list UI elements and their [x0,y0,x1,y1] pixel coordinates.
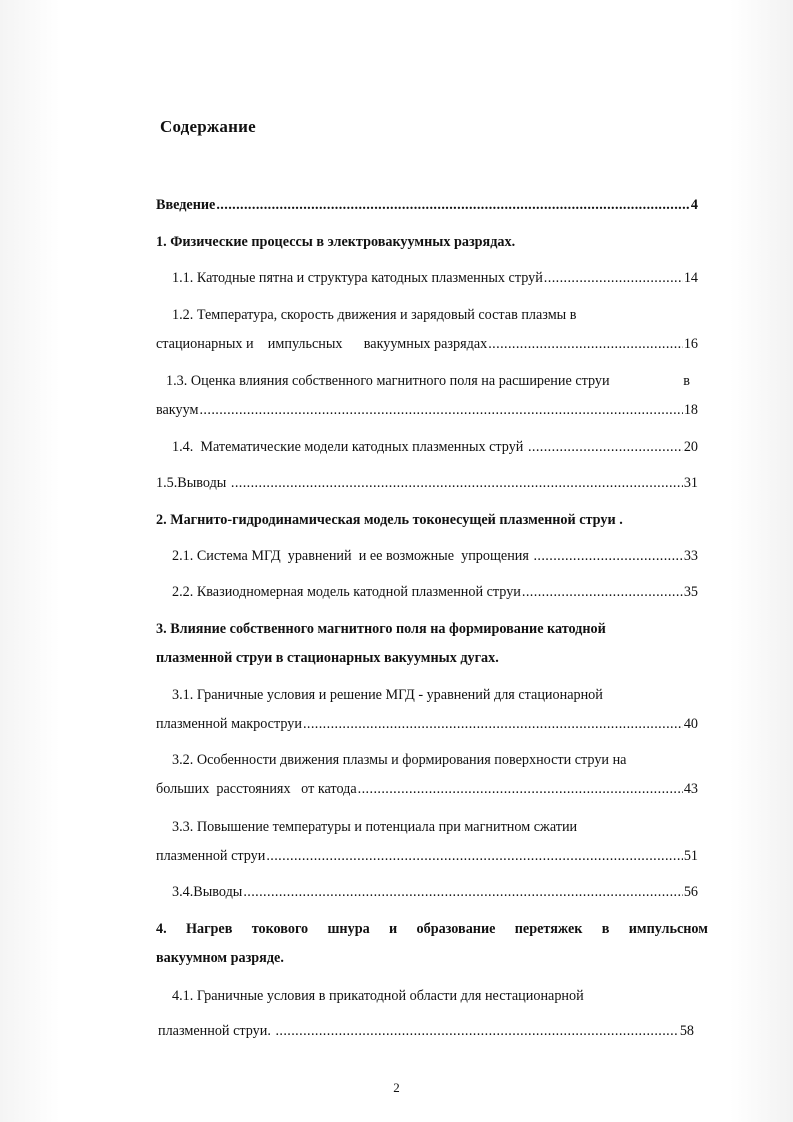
heading-word: токового [251,921,309,937]
toc-entry-3-3-line1: 3.3. Повышение температуры и потенциала при магнитном сжатии [172,819,578,835]
page-ref: 4 [690,197,698,213]
leader-dots [488,335,683,353]
toc-title: Содержание [160,117,256,136]
page-ref: 14 [683,270,698,286]
leader-dots [528,438,683,456]
page-number: 2 [393,1080,400,1095]
page-ref: 20 [683,439,698,455]
leader-dots [522,583,683,601]
toc-entry-2-2[interactable] [172,583,698,601]
page-ref: 16 [683,336,698,352]
page-ref: 56 [683,884,698,900]
toc-entry-1-5[interactable] [156,474,698,492]
page-ref: 51 [683,848,698,864]
leader-dots [533,547,682,565]
leader-dots [199,401,682,419]
chapter-4-heading-line2: вакуумном разряде. [156,950,284,966]
entry-text: 3.4.Выводы [172,884,243,900]
entry-text: плазменной струи. [158,1023,275,1039]
page-ref: 43 [683,781,698,797]
toc-entry-1-3-line1 [166,372,690,390]
entry-text: 1.4. Математические модели катодных плазменных струй [172,439,527,455]
toc-entry-3-2[interactable] [156,780,698,798]
entry-text: вакуум [156,402,199,418]
toc-entry-4-1[interactable] [158,1022,694,1040]
leader-dots [303,715,683,733]
toc-entry-1-2[interactable] [156,335,698,353]
toc-entry-intro[interactable] [156,196,698,214]
toc-entry-3-4[interactable] [172,883,698,901]
heading-word: образование [416,921,496,937]
heading-word: Нагрев [185,921,233,937]
leader-dots [231,474,683,492]
leader-dots [243,883,682,901]
heading-word: 4. [156,921,167,937]
entry-text: больших расстояниях от катода [156,781,357,797]
leader-dots [358,780,683,798]
entry-text: 2.1. Система МГД уравнений и ее возможные упрощения [172,548,533,564]
toc-entry-3-3[interactable] [156,847,698,865]
entry-text: плазменной макроструи [156,716,302,732]
page-ref: 58 [679,1023,694,1039]
entry-text-end: в [683,373,690,389]
page-ref: 35 [683,584,698,600]
toc-entry-3-1[interactable] [156,715,698,733]
leader-dots [275,1022,678,1040]
toc-entry-1-2-line1: 1.2. Температура, скорость движения и зарядовый состав плазмы в [172,307,577,323]
toc-entry-1-1[interactable] [172,269,698,287]
page-ref: 18 [683,402,698,418]
chapter-1-heading: 1. Физические процессы в электровакуумных разрядах. [156,234,516,250]
entry-text: 1.3. Оценка влияния собственного магнитного поля на расширение струи [166,373,610,389]
chapter-2-heading: 2. Магнито-гидродинамическая модель токонесущей плазменной струи . [156,512,623,528]
entry-text: Введение [156,197,216,213]
heading-word: перетяжек [514,921,583,937]
leader-dots [266,847,682,865]
entry-text: стационарных и импульсных вакуумных разрядах [156,336,488,352]
heading-word: в [601,921,610,937]
chapter-3-heading-line1: 3. Влияние собственного магнитного поля на формирование катодной [156,621,606,637]
toc-entry-3-1-line1: 3.1. Граничные условия и решение МГД - уравнений для стационарной [172,687,603,703]
heading-word: и [389,921,398,937]
page-ref: 40 [683,716,698,732]
toc-entry-2-1[interactable] [172,547,698,565]
leader-dots [216,196,690,214]
entry-text: плазменной струи [156,848,266,864]
page-ref: 31 [683,475,698,491]
entry-text: 2.2. Квазиодномерная модель катодной плазменной струи [172,584,521,600]
leader-dots [544,269,683,287]
toc-entry-3-2-line1: 3.2. Особенности движения плазмы и формирования поверхности струи на [172,752,627,768]
heading-word: импульсном [628,921,708,937]
chapter-4-heading-line1 [156,920,708,938]
page-ref: 33 [683,548,698,564]
entry-text: 1.1. Катодные пятна и структура катодных плазменных струй [172,270,543,286]
toc-entry-1-3[interactable] [156,401,698,419]
toc-entry-1-4[interactable] [172,438,698,456]
chapter-3-heading-line2: плазменной струи в стационарных вакуумных дугах. [156,650,499,666]
toc-entry-4-1-line1: 4.1. Граничные условия в прикатодной области для нестационарной [172,988,584,1004]
heading-word: шнура [327,921,370,937]
entry-text: 1.5.Выводы [156,475,230,491]
